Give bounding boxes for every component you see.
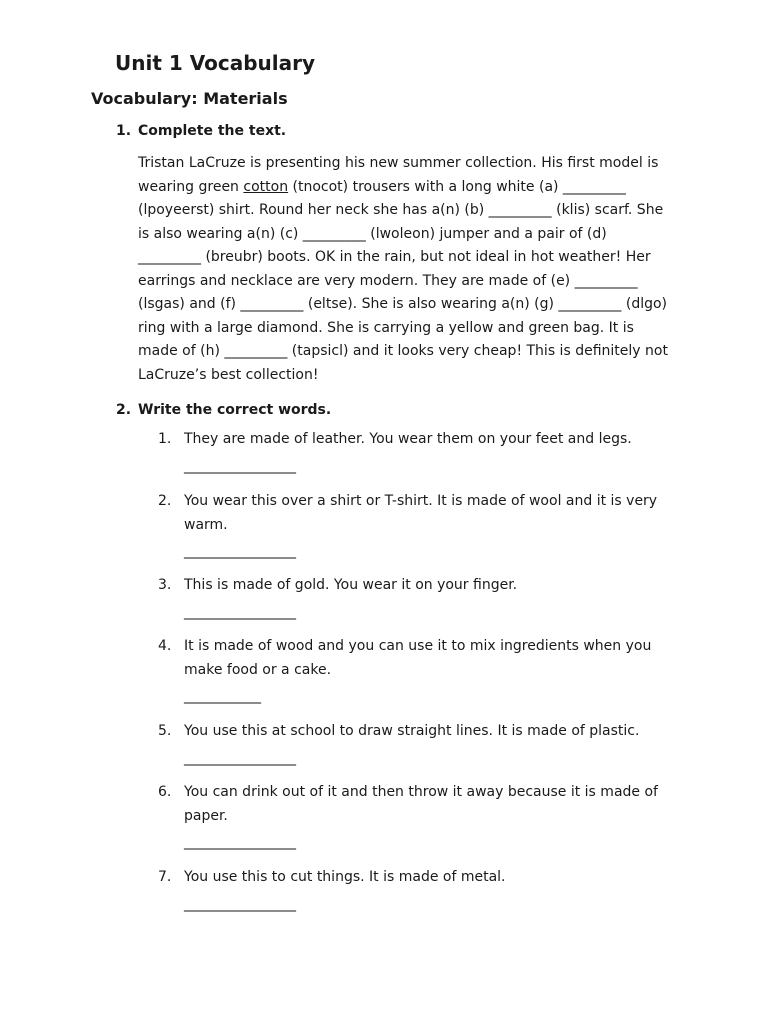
question-text: You wear this over a shirt or T-shirt. It is made of wool and it is very warm.	[184, 493, 658, 533]
example-word: cotton	[243, 178, 289, 195]
question-item	[158, 490, 678, 564]
question-text: They are made of leather. You wear them on your feet and legs.	[184, 431, 632, 447]
section-number: 1.	[116, 123, 132, 139]
section-correct-words	[116, 400, 676, 420]
answer-blank[interactable]: ________________	[184, 895, 296, 912]
section-heading	[116, 400, 676, 420]
question-item	[158, 866, 678, 916]
answer-blank[interactable]: ___________	[184, 688, 261, 704]
question-item	[158, 574, 678, 624]
answer-blank[interactable]: ________________	[184, 457, 296, 474]
question-number: 5.	[158, 723, 172, 739]
page-title: Unit 1 Vocabulary	[115, 51, 316, 75]
section-title: Write the correct words.	[138, 402, 332, 418]
answer-blank[interactable]: ________________	[184, 834, 296, 850]
question-number: 6.	[158, 784, 172, 800]
question-text: You use this to cut things. It is made of metal.	[184, 869, 506, 885]
cloze-paragraph	[138, 152, 668, 387]
question-text: You can drink out of it and then throw it away because it is made of paper.	[184, 784, 658, 824]
section-complete-text	[116, 121, 676, 387]
question-item	[158, 720, 678, 770]
section-title: Complete the text.	[138, 123, 287, 139]
question-number: 2.	[158, 493, 172, 509]
question-text: This is made of gold. You wear it on your finger.	[184, 577, 518, 593]
paragraph-text-start: Tristan LaCruze is presenting his new summer collection. His first model is wearing green	[138, 155, 659, 195]
question-number: 4.	[158, 638, 172, 654]
question-item	[158, 635, 678, 709]
answer-blank[interactable]: ________________	[184, 749, 296, 766]
section-heading	[116, 121, 676, 141]
question-item	[158, 428, 678, 478]
section-number: 2.	[116, 402, 132, 418]
answer-blank[interactable]: ________________	[184, 603, 296, 620]
question-text: You use this at school to draw straight lines. It is made of plastic.	[184, 723, 640, 739]
question-number: 1.	[158, 431, 172, 447]
paragraph-text-rest: (tnocot) trousers with a long white (a) _________ (lpoyeerst) shirt. Round her neck she has a(n) (b) _________ (klis) scarf. She is also wearing a(n) (c) _________ (lwoleon) jumper and a pair of (d) _________ (breubr) boots. OK in the rain, but not ideal in hot weather! Her earrings and necklace are very modern. They are made of (e) _________ (lsgas) and (f) _________ (eltse). She is also wearing a(n) (g) _________ (dlgo) ring with a large diamond. She is carrying a yellow and green bag. It is made of (h) _________ (tapsicl) and it looks very cheap! This is definitely not LaCruze’s best collection!	[138, 178, 668, 383]
question-number: 7.	[158, 869, 172, 885]
question-text: It is made of wood and you can use it to mix ingredients when you make food or a cake.	[184, 638, 652, 678]
question-item	[158, 781, 678, 855]
question-number: 3.	[158, 577, 172, 593]
answer-blank[interactable]: ________________	[184, 543, 296, 559]
page-subtitle: Vocabulary: Materials	[91, 89, 288, 108]
